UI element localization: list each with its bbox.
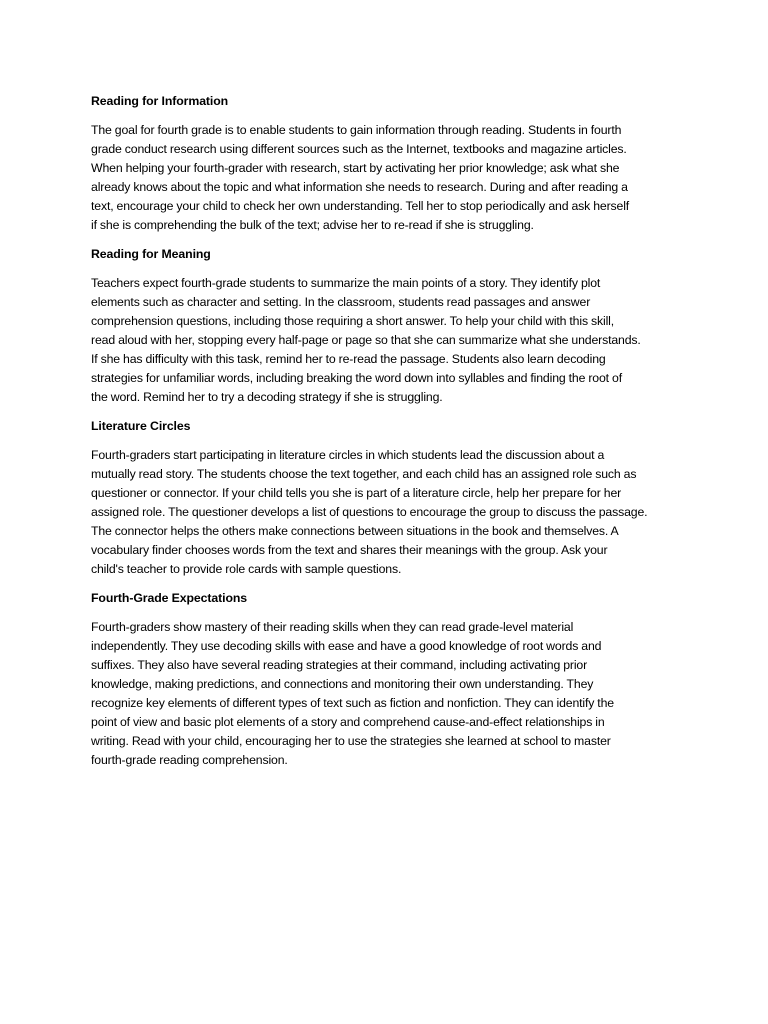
paragraph-line: grade conduct research using different sources such as the Internet, textbooks and magazine articles. (91, 142, 627, 156)
document-page (91, 92, 691, 780)
section-fourth-grade-expectations (91, 589, 691, 770)
paragraph-line: comprehension questions, including those requiring a short answer. To help your child with this skill, (91, 314, 615, 328)
section-reading-for-meaning (91, 245, 691, 407)
paragraph-line: suffixes. They also have several reading strategies at their command, including activating prior (91, 658, 588, 672)
paragraph-line: read aloud with her, stopping every half-page or page so that she can summarize what she understands. (91, 333, 641, 347)
paragraph-line: mutually read story. The students choose the text together, and each child has an assigned role such as (91, 467, 637, 481)
paragraph-line: questioner or connector. If your child tells you she is part of a literature circle, help her prepare for her (91, 486, 622, 500)
section-heading: Fourth-Grade Expectations (91, 591, 248, 605)
paragraph-line: independently. They use decoding skills with ease and have a good knowledge of root words and (91, 639, 602, 653)
section-heading: Literature Circles (91, 419, 191, 433)
section-heading: Reading for Meaning (91, 247, 211, 261)
paragraph-line: The goal for fourth grade is to enable students to gain information through reading. Students in fourth (91, 123, 622, 137)
section-paragraph (91, 121, 691, 235)
paragraph-line: elements such as character and setting. In the classroom, students read passages and answer (91, 295, 591, 309)
paragraph-line: vocabulary finder chooses words from the text and shares their meanings with the group. Ask your (91, 543, 608, 557)
paragraph-line: fourth-grade reading comprehension. (91, 753, 288, 767)
section-heading: Reading for Information (91, 94, 229, 108)
paragraph-line: if she is comprehending the bulk of the text; advise her to re-read if she is struggling. (91, 218, 534, 232)
paragraph-line: assigned role. The questioner develops a list of questions to encourage the group to discuss the passage. (91, 505, 648, 519)
paragraph-line: already knows about the topic and what information she needs to research. During and after reading a (91, 180, 628, 194)
paragraph-line: text, encourage your child to check her own understanding. Tell her to stop periodically and ask herself (91, 199, 630, 213)
section-literature-circles (91, 417, 691, 579)
paragraph-line: writing. Read with your child, encouraging her to use the strategies she learned at school to master (91, 734, 611, 748)
paragraph-line: Fourth-graders show mastery of their reading skills when they can read grade-level material (91, 620, 574, 634)
paragraph-line: Fourth-graders start participating in literature circles in which students lead the discussion about a (91, 448, 605, 462)
section-paragraph (91, 618, 691, 770)
section-paragraph (91, 274, 691, 407)
paragraph-line: strategies for unfamiliar words, including breaking the word down into syllables and finding the root of (91, 371, 622, 385)
paragraph-line: recognize key elements of different types of text such as fiction and nonfiction. They can identify the (91, 696, 614, 710)
paragraph-line: If she has difficulty with this task, remind her to re-read the passage. Students also learn decoding (91, 352, 606, 366)
paragraph-line: Teachers expect fourth-grade students to summarize the main points of a story. They identify plot (91, 276, 601, 290)
section-reading-for-information (91, 92, 691, 235)
paragraph-line: point of view and basic plot elements of a story and comprehend cause-and-effect relationships in (91, 715, 605, 729)
paragraph-line: knowledge, making predictions, and connections and monitoring their own understanding. They (91, 677, 594, 691)
paragraph-line: When helping your fourth-grader with research, start by activating her prior knowledge; ask what she (91, 161, 620, 175)
paragraph-line: child's teacher to provide role cards with sample questions. (91, 562, 402, 576)
paragraph-line: The connector helps the others make connections between situations in the book and themselves. A (91, 524, 619, 538)
section-paragraph (91, 446, 691, 579)
paragraph-line: the word. Remind her to try a decoding strategy if she is struggling. (91, 390, 443, 404)
